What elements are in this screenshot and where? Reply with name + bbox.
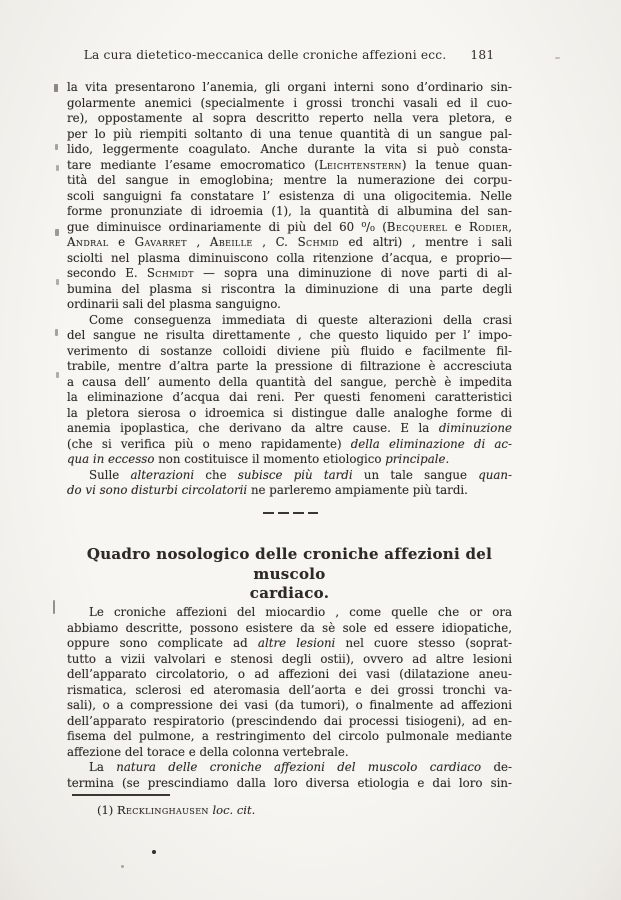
text-segment: non costituisce il momento etiologico (154, 452, 386, 466)
text-line (67, 776, 512, 792)
scan-artifact (53, 600, 55, 614)
text-line (67, 220, 512, 236)
text-segment: , (508, 219, 512, 234)
scan-artifact (56, 372, 59, 378)
scan-artifact (55, 144, 58, 150)
text-segment: sciolti nel plasma diminuiscono colla ritenzione d’acqua, e proprio— (67, 250, 512, 265)
text-segment: ordinarii sali del plasma sanguigno. (67, 297, 281, 311)
text-segment: (che si verifica più o meno rapidamente) (67, 436, 351, 451)
text-segment: Schmidt (146, 266, 194, 280)
text-segment: (1) (97, 803, 117, 817)
text-segment: abbiamo descritte, possono esistere da sè sole ed essere idiopatiche, (67, 620, 512, 635)
scan-speck (121, 865, 124, 868)
section-heading-line: cardiaco. (249, 584, 330, 602)
text-segment: dell’apparato respiratorio (prescindendo dai processi tisiogeni), ad en- (67, 713, 512, 728)
text-segment: oppure sono complicate ad (67, 636, 258, 650)
text-line (67, 483, 512, 499)
text-segment: della eliminazione di ac- (350, 436, 512, 451)
text-segment: gue diminuisce ordinariamente di più del 60 ⁰/₀ ( (67, 219, 387, 234)
text-segment: trabile, mentre d’altra parte la pressione di filtrazione è accresciuta (67, 359, 512, 373)
text-segment: Becquerel (386, 219, 448, 234)
scan-artifact (56, 279, 59, 285)
footnote (97, 803, 497, 818)
text-segment: lido, leggermente coagulato. Anche durante la vita si può consta- (67, 142, 512, 156)
text-segment: La (89, 760, 117, 774)
scan-artifact (54, 84, 58, 92)
text-line (67, 80, 512, 96)
text-segment: bumina del plasma si riscontra la diminuzione di una parte degli (67, 281, 512, 296)
paragraph (67, 80, 512, 313)
text-segment: tare mediante l’esame emocromatico ( (67, 157, 319, 172)
text-segment: un tale sangue (352, 467, 479, 482)
footnote-rule (72, 794, 170, 796)
text-segment: loc. cit. (212, 803, 256, 817)
text-segment: la vita presentarono l’anemia, gli organi interni sono d’ordinario sin- (67, 80, 512, 94)
text-line (67, 111, 512, 127)
text-segment: natura delle croniche affezioni del muscolo cardiaco (116, 760, 482, 774)
section-heading-line: Quadro nosologico delle croniche affezioni del muscolo (86, 545, 493, 583)
text-line (67, 158, 512, 174)
section-heading (67, 545, 512, 604)
text-line (67, 437, 512, 453)
text-segment: ne parleremo ampiamente più tardi. (247, 483, 468, 497)
text-segment: quan- (478, 467, 512, 482)
scan-artifact (55, 229, 59, 236)
text-line (67, 127, 512, 143)
text-line (67, 251, 512, 267)
text-segment: golarmente anemici (specialmente i grossi tronchi vasali ed il cuo- (67, 95, 512, 110)
text-segment: Sulle (89, 467, 131, 482)
text-line (67, 729, 512, 745)
text-line (67, 636, 512, 652)
text-segment: , C. (252, 235, 298, 249)
text-line (67, 667, 512, 683)
text-segment: re), oppostamente al sopra descritto reperto nella vera pletora, e (67, 111, 512, 125)
text-segment: tutto a vizii valvolari e stenosi degli ostii), ovvero ad altre lesioni (67, 651, 512, 666)
text-segment: e (447, 219, 469, 234)
text-line (67, 452, 512, 468)
paragraph (67, 313, 512, 468)
text-line (67, 344, 512, 360)
scan-artifact (55, 329, 58, 336)
section-divider-rule (263, 512, 318, 514)
text-line (67, 683, 512, 699)
scan-speck (152, 850, 156, 854)
text-line (67, 297, 512, 313)
text-segment: forme pronunziate di idroemia (1), la quantità di albumina del san- (67, 204, 512, 218)
text-segment: ) la tenue quan- (401, 157, 512, 172)
text-segment: qua in eccesso (67, 452, 155, 466)
text-segment: anemia ipoplastica, che derivano da altre cause. E la (67, 421, 439, 435)
text-line (67, 359, 512, 375)
text-line (67, 375, 512, 391)
text-line (67, 142, 512, 158)
text-segment: sali), o a compressione dei vasi (da tumori), o finalmente ad affezioni (67, 698, 512, 712)
text-line (67, 266, 512, 282)
text-line (67, 282, 512, 298)
text-line (67, 328, 512, 344)
text-segment: — sopra una diminuzione di nove parti di al- (193, 266, 512, 280)
text-line (67, 745, 512, 761)
paragraph (67, 760, 512, 791)
text-line (67, 390, 512, 406)
text-line (67, 189, 512, 205)
text-segment: tità del sangue in emoglobina; mentre la numerazione dei corpu- (67, 173, 512, 187)
paragraph (67, 605, 512, 760)
scan-speck (555, 57, 560, 59)
running-header-title: La cura dietetico-meccanica delle croniche affezioni ecc. (83, 48, 447, 62)
paragraph (67, 468, 512, 499)
text-segment: che (194, 467, 238, 482)
text-segment: e (108, 235, 135, 249)
text-segment: subisce più tardi (237, 467, 353, 482)
scan-artifact (56, 165, 59, 171)
text-segment: Schmid (297, 235, 339, 249)
text-line (67, 96, 512, 112)
text-segment: Rodier (468, 219, 509, 234)
text-segment: rismatica, sclerosi ed ateromasia dell’aorta e dei grossi tronchi va- (67, 682, 512, 697)
text-segment: Andral (67, 235, 109, 249)
text-segment: principale (385, 452, 446, 466)
text-line (67, 468, 512, 484)
text-segment: per lo più riempiti soltanto di una tenue quantità di un sangue pal- (67, 126, 512, 141)
text-line (67, 421, 512, 437)
text-segment: la pletora sierosa o idroemica si distingue dalle analoghe forme di (67, 405, 512, 420)
text-segment: Recklinghausen (116, 803, 209, 817)
text-line (67, 698, 512, 714)
text-segment: , (186, 235, 210, 249)
text-segment: verimento di sostanze colloidi diviene più fluido e facilmente fil- (67, 343, 512, 358)
text-segment: Le croniche affezioni del miocardio , come quelle che or ora (89, 605, 512, 619)
text-segment: de- (481, 760, 512, 774)
text-line (67, 406, 512, 422)
text-segment: del sangue ne risulta direttamente , che questo liquido per l’ impo- (67, 328, 512, 342)
text-segment: alterazioni (130, 467, 195, 482)
text-segment: a causa dell’ aumento della quantità del sangue, perchè è impedita (67, 374, 512, 389)
text-segment: diminuzione (438, 421, 512, 435)
running-header (67, 48, 511, 62)
text-line (67, 760, 512, 776)
text-segment: affezione del torace e della colonna vertebrale. (67, 744, 349, 759)
text-segment: do vi sono disturbi circolatorii (67, 483, 248, 497)
text-line (67, 652, 512, 668)
text-segment: . (445, 452, 450, 466)
text-segment: ed altri) , mentre i sali (338, 235, 513, 249)
text-segment: Come conseguenza immediata di queste alterazioni della crasi (89, 312, 512, 327)
text-line (67, 621, 512, 637)
text-line (67, 173, 512, 189)
text-segment: nel cuore stesso (soprat- (335, 636, 512, 650)
text-segment: altre lesioni (257, 636, 336, 650)
page-number: 181 (470, 48, 495, 62)
text-line (67, 605, 512, 621)
text-segment: Abeille (209, 235, 253, 249)
text-segment: la eliminazione d’acqua dai reni. Per questi fenomeni caratteristici (67, 390, 512, 404)
text-segment: termina (se prescindiamo dalla loro diversa etiologia e dai loro sin- (67, 775, 512, 790)
text-segment: scoli sanguigni fa constatare l’ esistenza di una oligocitemia. Nelle (67, 188, 512, 203)
text-column-upper (67, 80, 512, 499)
text-line (67, 235, 512, 251)
text-line (67, 714, 512, 730)
text-segment: Leichtenstern (318, 157, 402, 172)
text-segment: Gavarret (134, 235, 187, 249)
text-line (67, 313, 512, 329)
text-line (67, 204, 512, 220)
text-column-lower (67, 605, 512, 791)
text-segment: dell’apparato circolatorio, o ad affezioni dei vasi (dilatazione aneu- (67, 667, 512, 681)
text-segment: fisema del pulmone, a restringimento del circolo pulmonale mediante (67, 729, 512, 743)
text-segment: secondo E. (67, 266, 147, 280)
